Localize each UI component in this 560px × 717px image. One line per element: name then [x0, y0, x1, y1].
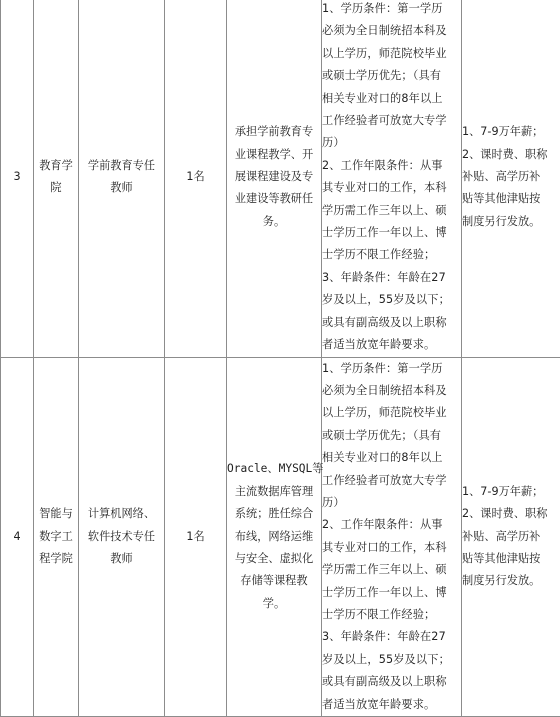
requirements-cell [322, 357, 462, 717]
duty-line: 业建设等教研任 [227, 188, 321, 210]
duty-line: 主流数据库管理 [227, 481, 321, 503]
requirement-line: 必须为全日制统招本科及 [322, 380, 461, 402]
duty-line: 承担学前教育专 [227, 121, 321, 143]
requirement-line: 学历需工作三年以上、硕 [322, 559, 461, 581]
duty-line: 与安全、虚拟化 [227, 548, 321, 570]
salary-line: 1、7-9万年薪； [462, 481, 560, 503]
requirement-line: 3、年龄条件：年龄在27 [322, 626, 461, 648]
requirement-line: 其专业对口的工作，本科 [322, 537, 461, 559]
row-number: 3 [1, 0, 34, 357]
requirement-line: 必须为全日制统招本科及 [322, 20, 461, 42]
salary-line: 1、7-9万年薪； [462, 121, 560, 143]
salary-line: 补贴、高学历补 [462, 166, 560, 188]
college-cell [34, 0, 79, 357]
table-row [1, 0, 560, 357]
college-line: 数字工 [34, 526, 78, 548]
duty-line: 业课程教学、开 [227, 144, 321, 166]
requirement-line: 2、工作年限条件：从事 [322, 514, 461, 536]
row-number: 4 [1, 357, 34, 717]
college-line: 教育学 [34, 155, 78, 177]
requirement-line: 1、学历条件：第一学历 [322, 0, 461, 20]
salary-line: 2、课时费、职称 [462, 144, 560, 166]
salary-line: 补贴、高学历补 [462, 526, 560, 548]
requirement-line: 岁及以上，55岁及以下； [322, 649, 461, 671]
duty-cell [227, 0, 322, 357]
position-line: 教师 [79, 548, 164, 570]
position-cell [79, 357, 165, 717]
position-line: 软件技术专任 [79, 526, 164, 548]
requirement-line: 或具有副高级及以上职称 [322, 312, 461, 334]
duty-line: 系统；胜任综合 [227, 503, 321, 525]
requirement-line: 岁及以上，55岁及以下； [322, 289, 461, 311]
requirement-line: 相关专业对口的8年以上 [322, 447, 461, 469]
duty-line: 存储等课程教 [227, 570, 321, 592]
requirement-line: 者适当放宽年龄要求。 [322, 334, 461, 356]
duty-line: 展课程建设及专 [227, 166, 321, 188]
requirement-line: 历） [322, 492, 461, 514]
requirement-line: 历） [322, 132, 461, 154]
requirement-line: 学历需工作三年以上、硕 [322, 200, 461, 222]
headcount-cell: 1名 [165, 357, 227, 717]
requirement-line: 相关专业对口的8年以上 [322, 88, 461, 110]
position-line: 教师 [79, 177, 164, 199]
duty-line: 布线，网络运维 [227, 526, 321, 548]
requirement-line: 2、工作年限条件：从事 [322, 155, 461, 177]
college-line: 院 [34, 177, 78, 199]
salary-line: 贴等其他津贴按 [462, 188, 560, 210]
requirement-line: 士学历工作一年以上、博 [322, 222, 461, 244]
table-row [1, 357, 560, 717]
requirement-line: 3、年龄条件：年龄在27 [322, 267, 461, 289]
requirement-line: 士学历工作一年以上、博 [322, 582, 461, 604]
salary-line: 贴等其他津贴按 [462, 548, 560, 570]
requirement-line: 以上学历，师范院校毕业 [322, 43, 461, 65]
requirement-line: 其专业对口的工作，本科 [322, 177, 461, 199]
college-line: 程学院 [34, 548, 78, 570]
requirement-line: 士学历不限工作经验； [322, 604, 461, 626]
requirement-line: 或具有副高级及以上职称 [322, 671, 461, 693]
requirement-line: 士学历不限工作经验； [322, 244, 461, 266]
headcount-cell: 1名 [165, 0, 227, 357]
position-cell [79, 0, 165, 357]
requirement-line: 工作经验者可放宽大专学 [322, 470, 461, 492]
college-line: 智能与 [34, 503, 78, 525]
requirement-line: 者适当放宽年龄要求。 [322, 694, 461, 716]
salary-line: 制度另行发放。 [462, 570, 560, 592]
duty-line: 学。 [227, 593, 321, 615]
requirements-cell [322, 0, 462, 357]
position-line: 计算机网络、 [79, 503, 164, 525]
requirement-line: 或硕士学历优先；（具有 [322, 425, 461, 447]
duty-line: Oracle、MYSQL等 [227, 458, 321, 480]
requirement-line: 工作经验者可放宽大专学 [322, 110, 461, 132]
requirement-line: 1、学历条件：第一学历 [322, 358, 461, 380]
position-line: 学前教育专任 [79, 155, 164, 177]
requirement-line: 或硕士学历优先；（具有 [322, 65, 461, 87]
salary-cell [462, 0, 560, 357]
college-cell [34, 357, 79, 717]
salary-line: 制度另行发放。 [462, 211, 560, 233]
duty-cell [227, 357, 322, 717]
salary-line: 2、课时费、职称 [462, 503, 560, 525]
requirement-line: 以上学历，师范院校毕业 [322, 402, 461, 424]
duty-line: 务。 [227, 211, 321, 233]
salary-cell [462, 357, 560, 717]
